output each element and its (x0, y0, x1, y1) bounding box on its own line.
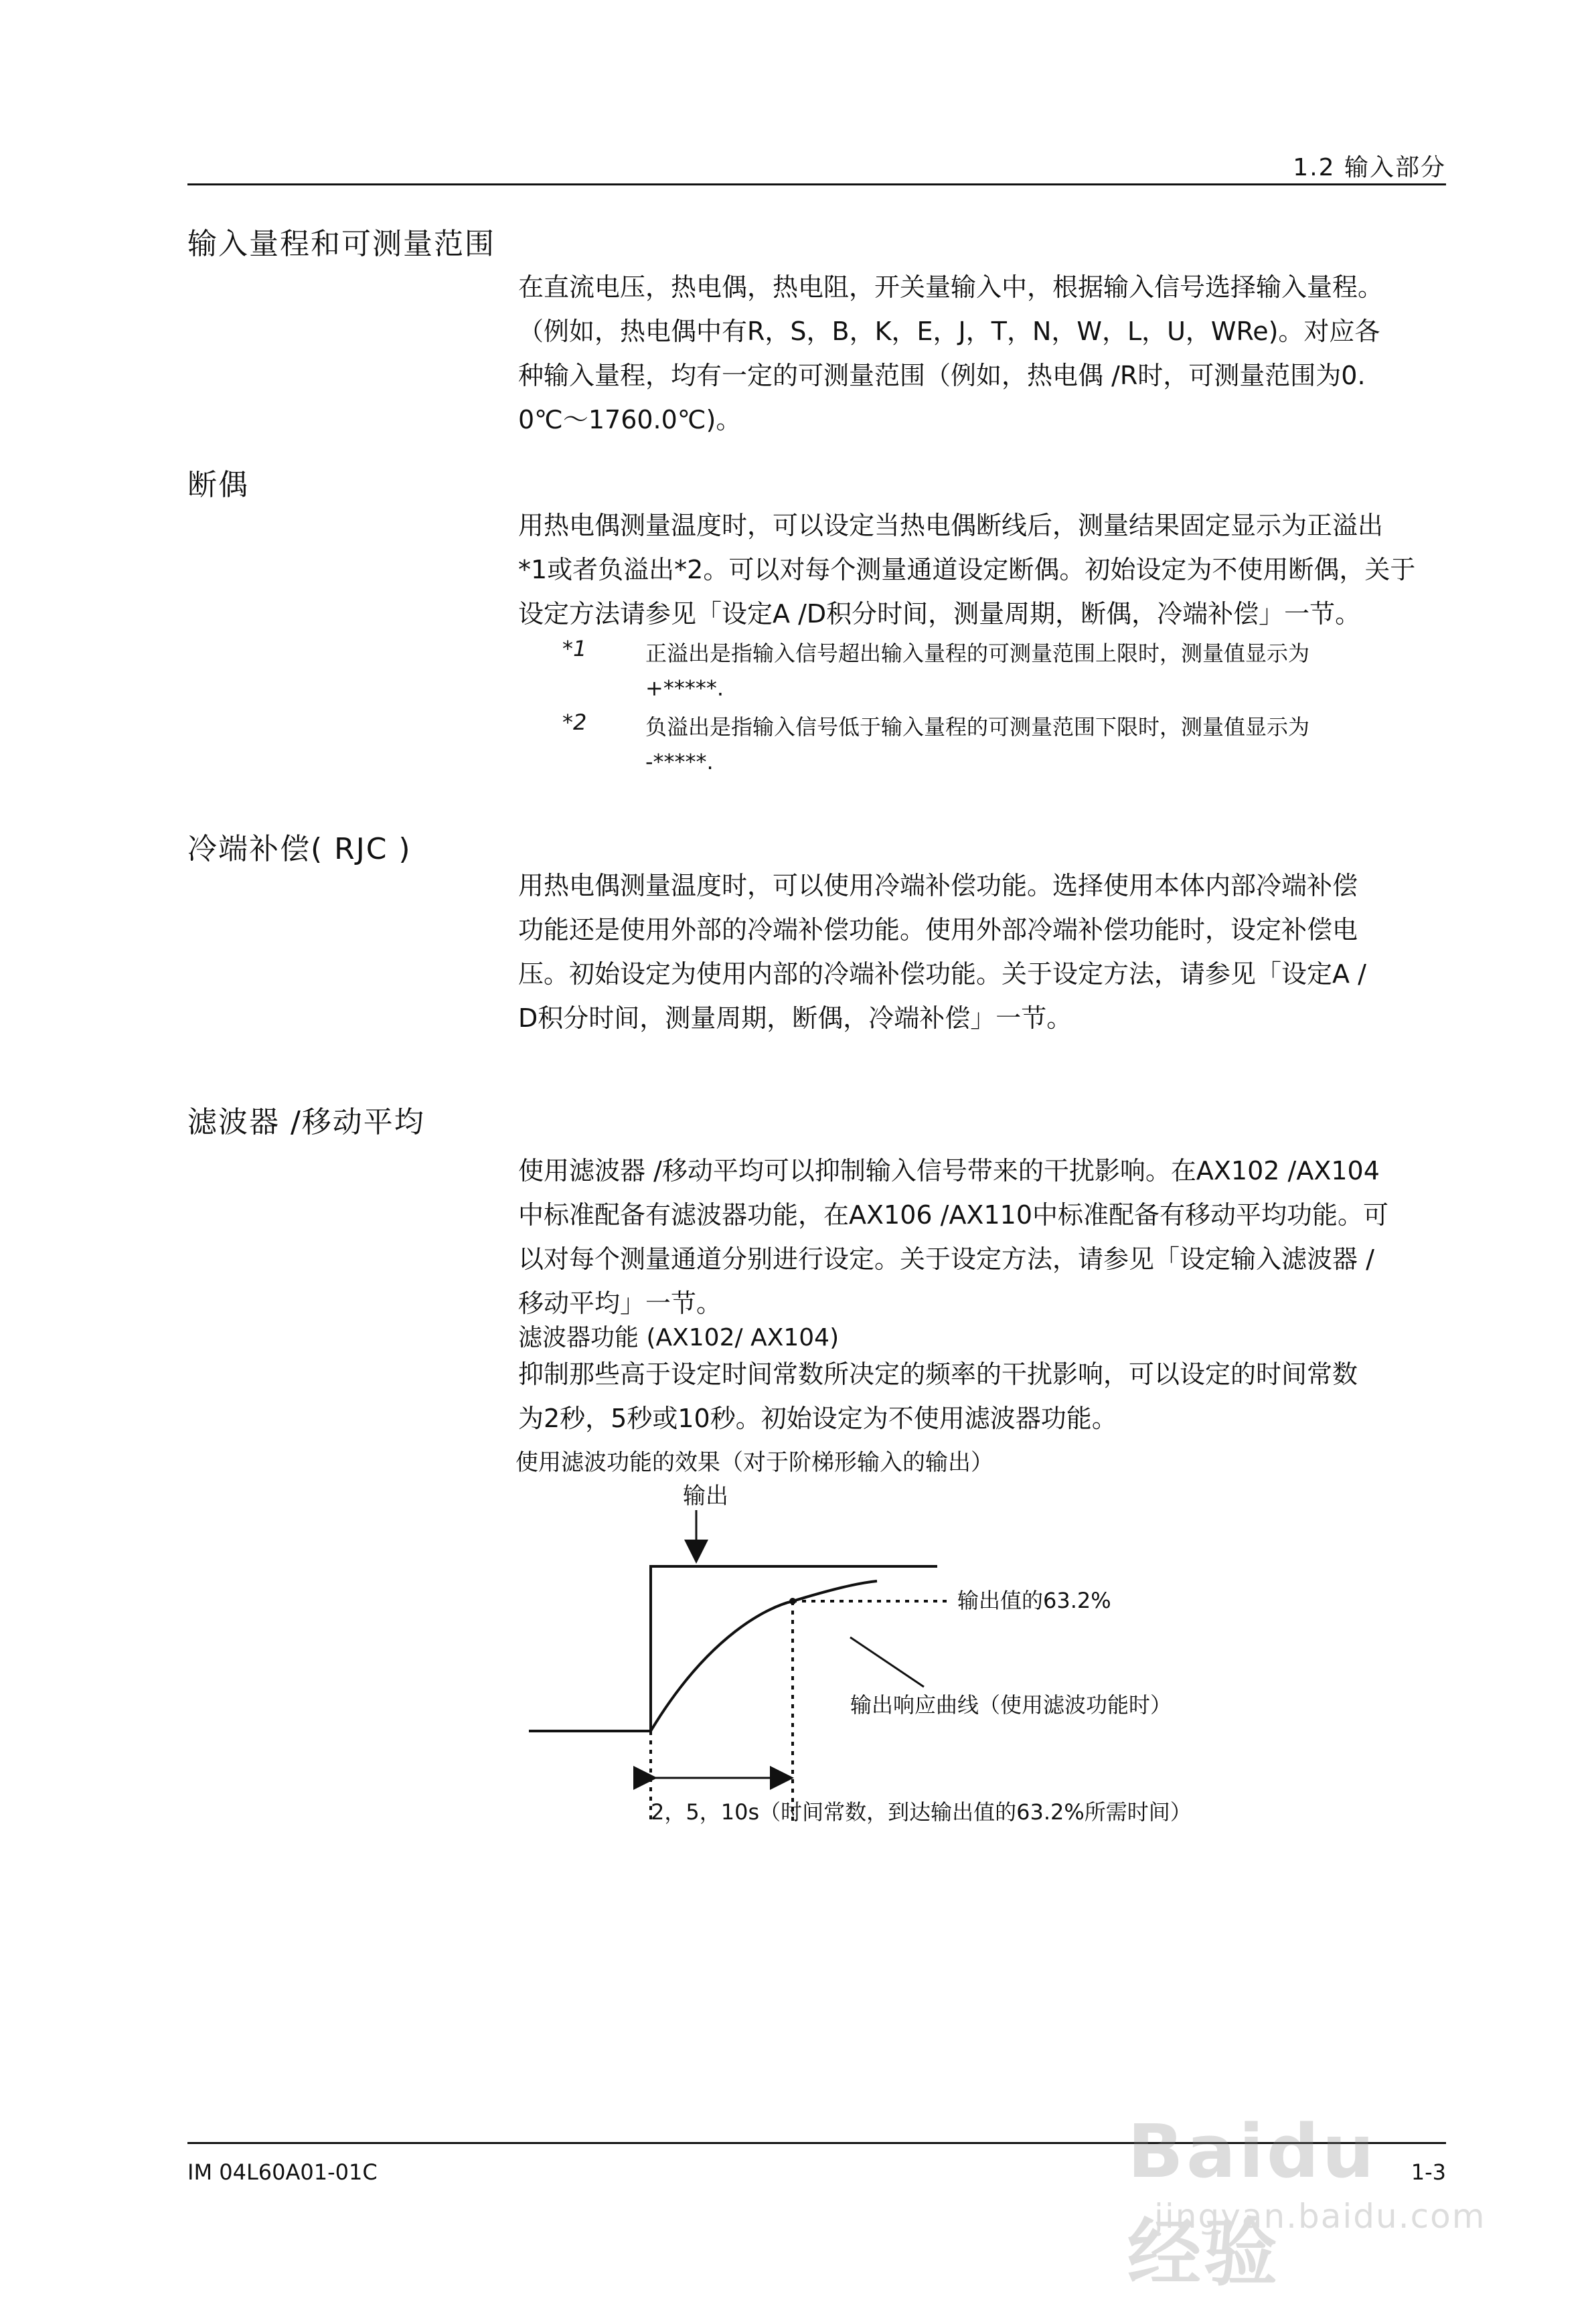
figure-title: 使用滤波功能的效果（对于阶梯形输入的输出） (515, 1449, 993, 1476)
text-line: D积分时间，测量周期，断偶，冷端补偿」一节。 (518, 1003, 1072, 1033)
footnote-value: +*****. (645, 675, 724, 701)
text-line: 中标准配备有滤波器功能，在AX106 /AX110中标准配备有移动平均功能。可 (518, 1200, 1388, 1230)
footnote-text: 负溢出是指输入信号低于输入量程的可测量范围下限时，测量值显示为 (645, 714, 1310, 740)
text-line: 抑制那些高于设定时间常数所决定的频率的干扰影响，可以设定的时间常数 (518, 1360, 1358, 1389)
baidu-watermark (1127, 2102, 1486, 2296)
label-632: 输出值的63.2% (957, 1588, 1111, 1613)
footnote-value: -*****. (645, 749, 714, 774)
watermark-url: jingyan.baidu.com (1154, 2197, 1486, 2236)
watermark-logo: Baidu 经验 (1127, 2109, 1377, 2296)
text-line: 在直流电压，热电偶，热电阻，开关量输入中，根据输入信号选择输入量程。 (518, 272, 1384, 302)
label-time-constant: 2，5，10s（时间常数，到达输出值的63.2%所需时间） (651, 1799, 1192, 1825)
text-line: 为2秒，5秒或10秒。初始设定为不使用滤波器功能。 (518, 1404, 1117, 1433)
text-line: 设定方法请参见「设定A /D积分时间，测量周期，断偶，冷端补偿」一节。 (518, 599, 1361, 629)
heading-burnout: 断偶 (187, 468, 249, 502)
heading-filter: 滤波器 /移动平均 (187, 1105, 425, 1139)
text-line: 功能还是使用外部的冷端补偿功能。使用外部冷端补偿功能时，设定补偿电 (518, 915, 1358, 944)
label-curve: 输出响应曲线（使用滤波功能时） (850, 1692, 1172, 1718)
heading-rjc: 冷端补偿( RJC ) (187, 832, 412, 866)
curve-pointer (850, 1637, 924, 1687)
document-id: IM 04L60A01-01C (187, 2159, 378, 2185)
text-line: 用热电偶测量温度时，可以设定当热电偶断线后，测量结果固定显示为正溢出 (518, 511, 1384, 540)
subheading-filter-function: 滤波器功能 (AX102/ AX104) (518, 1324, 840, 1351)
footnote-text: 正溢出是指输入信号超出输入量程的可测量范围上限时，测量值显示为 (645, 641, 1310, 666)
text-line: 用热电偶测量温度时，可以使用冷端补偿功能。选择使用本体内部冷端补偿 (518, 871, 1358, 900)
text-line: *1或者负溢出*2。可以对每个测量通道设定断偶。初始设定为不使用断偶，关于 (518, 555, 1416, 584)
text-line: 0℃～1760.0℃)。 (518, 405, 742, 434)
text-line: 压。初始设定为使用内部的冷端补偿功能。关于设定方法，请参见「设定A / (518, 959, 1366, 989)
section-header: 1.2 输入部分 (1293, 154, 1446, 181)
text-line: 移动平均」一节。 (518, 1289, 722, 1318)
label-output: 输出 (683, 1483, 728, 1509)
footnote-mark: *2 (562, 710, 587, 735)
response-curve (651, 1581, 877, 1731)
text-line: 以对每个测量通道分别进行设定。关于设定方法，请参见「设定输入滤波器 / (518, 1244, 1374, 1274)
text-line: （例如，热电偶中有R，S，B，K，E，J，T，N，W，L，U，WRe)。对应各 (518, 317, 1380, 346)
heading-input-range: 输入量程和可测量范围 (187, 227, 495, 261)
text-line: 使用滤波器 /移动平均可以抑制输入信号带来的干扰影响。在AX102 /AX104 (518, 1156, 1380, 1185)
page-number: 1-3 (1411, 2159, 1446, 2185)
footnote-mark: *1 (562, 636, 587, 661)
text-line: 种输入量程，均有一定的可测量范围（例如，热电偶 /R时，可测量范围为0. (518, 361, 1366, 390)
